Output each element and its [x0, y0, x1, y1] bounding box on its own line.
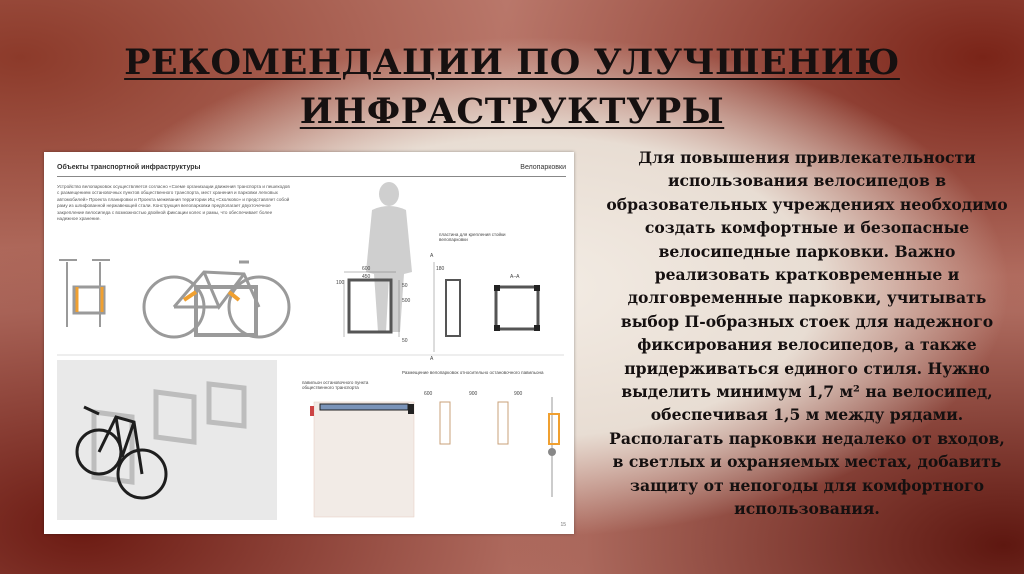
dim-50-top: 50 [402, 283, 408, 289]
marker-a-bottom: А [430, 356, 434, 362]
human-silhouette [366, 182, 412, 332]
dim-900-plan-1: 900 [469, 391, 478, 397]
dim-600: 600 [362, 266, 371, 272]
dim-100: 100 [336, 280, 345, 286]
pillar-drawing [446, 280, 460, 336]
section-aa-drawing [496, 287, 538, 329]
title-line-1: РЕКОМЕНДАЦИИ ПО УЛУЧШЕНИЮ [124, 42, 900, 83]
sheet-page-number: 15 [560, 522, 566, 528]
dim-900-plan-2: 900 [514, 391, 523, 397]
rack-highlight-front [77, 287, 102, 312]
dim-600-plan: 600 [424, 391, 433, 397]
pavilion-caption: павильон остановочного пункта общественного транспорта [302, 380, 369, 390]
sheet-header-title: Объекты транспортной инфраструктуры [57, 164, 201, 171]
bike-side-view [144, 262, 289, 337]
dim-450: 450 [362, 274, 371, 280]
section-aa-label: А–А [510, 274, 520, 280]
sheet-description: Устройство велопарковок осуществляется согласно «Схеме организации движения транспорта и пешеходов с размещением остановочных пунктов общественного транспорта, мест хранения и парковки легковых автомобилей» Проекта планировки и Проекта межевания территории ИЦ «Сколково» и представляет собой раму из шлифованной нержавеющей стали. Конструкция велопарковки предполагает двухточечное закрепление велосипеда с возможностью двойной фиксации колес и рамы, что обеспечивает более надежное хранение. [57, 184, 290, 222]
placement-caption: Размещение велопарковок относительно остановочного павильона [402, 370, 544, 375]
marker-a-top: А [430, 253, 434, 259]
slide-body-text: Для повышения привлекательности использования велосипедов в образовательных учреждениях необходимо создать комфортные и безопасные велосипедные парковки. Важно реализовать кратковременные и долговременные парковки, учитывать выбор П-образных стоек для надежного фиксирования велосипедов, а также придерживаться единого стиля. Нужно выделить минимум 1,7 м² на велосипед, обеспечивая 1,5 м между рядами. Располагать парковки недалеко от входов, в светлых и охраняемых местах, добавить защиту от непогоды для комфортного использования. [606, 148, 1008, 519]
drawing-canvas [44, 152, 574, 534]
technical-drawing-sheet [44, 152, 574, 534]
dim-500: 500 [402, 298, 411, 304]
slide-title [0, 38, 1024, 136]
pillar-note: пластина для крепления стойки велопарковки [439, 232, 506, 242]
sheet-header-section: Велопарковки [520, 164, 566, 171]
dim-180: 180 [436, 266, 445, 272]
placement-plan [310, 397, 559, 517]
title-line-2: ИНФРАСТРУКТУРЫ [299, 91, 725, 132]
dim-50-bottom: 50 [402, 338, 408, 344]
